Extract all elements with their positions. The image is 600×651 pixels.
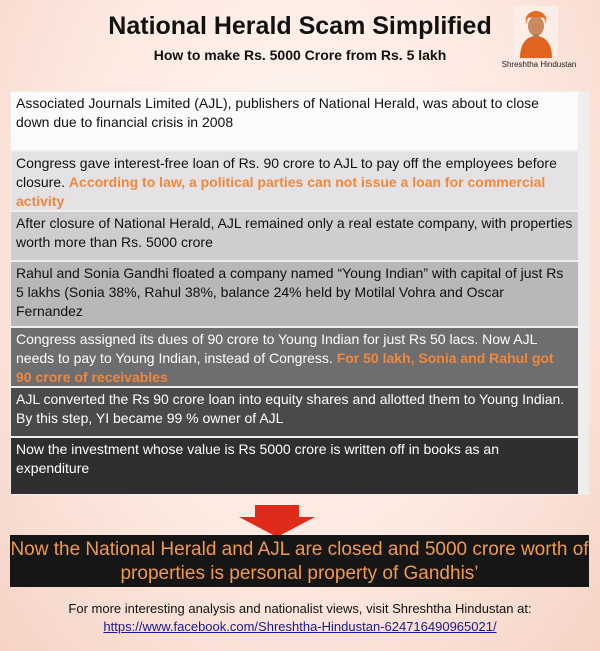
point-1 [11,92,578,150]
facebook-link[interactable]: https://www.facebook.com/Shreshtha-Hindustan-624716490965021/ [103,619,497,634]
portrait-logo-icon [514,6,558,58]
page-title: National Herald Scam Simplified [108,12,492,40]
point-4 [11,262,578,326]
footer-note: For more interesting analysis and nationalist views, visit Shreshtha Hindustan at: [68,601,532,616]
point-4-text: Rahul and Sonia Gandhi floated a company named “Young Indian” with capital of just Rs 5 lakhs (Sonia 38%, Rahul 38%, balance 24% held by Motilal Vohra and Oscar Fernandez [16,265,564,319]
point-2 [11,152,578,210]
point-7-text: Now the investment whose value is Rs 5000 crore is written off in books as an expenditure [16,441,499,476]
point-6-text: AJL converted the Rs 90 crore loan into equity shares and allotted them to Young Indian. By this step, YI became 99 % owner of AJL [16,391,565,426]
point-5 [11,328,578,386]
brand-name: Shreshtha Hindustan [501,60,577,69]
point-3 [11,212,578,260]
point-2-text: Congress gave interest-free loan of Rs. 90 crore to AJL to pay off the employees before closure. [16,155,557,190]
footer [0,600,600,636]
point-5-highlight: For 50 lakh, Sonia and Rahul got 90 crore of receivables [16,350,554,385]
point-1-text: Associated Journals Limited (AJL), publishers of National Herald, was about to close down due to financial crisis in 2008 [16,95,539,130]
verdict-banner: Now the National Herald and AJL are closed and 5000 crore worth of properties is personal property of Gandhis’ [10,535,589,587]
point-2-highlight: According to law, a political parties can not issue a loan for commercial activity [16,174,546,209]
point-6 [11,388,578,436]
point-7 [11,438,578,494]
down-arrow-icon [239,505,315,537]
point-3-text: After closure of National Herald, AJL remained only a real estate company, with properties worth more than Rs. 5000 crore [16,215,573,250]
point-5-text: Congress assigned its dues of 90 crore to Young Indian for just Rs 50 lacs. Now AJL needs to pay to Young Indian, instead of Congress. [16,331,537,366]
page-subtitle: How to make Rs. 5000 Crore from Rs. 5 lakh [153,47,447,63]
